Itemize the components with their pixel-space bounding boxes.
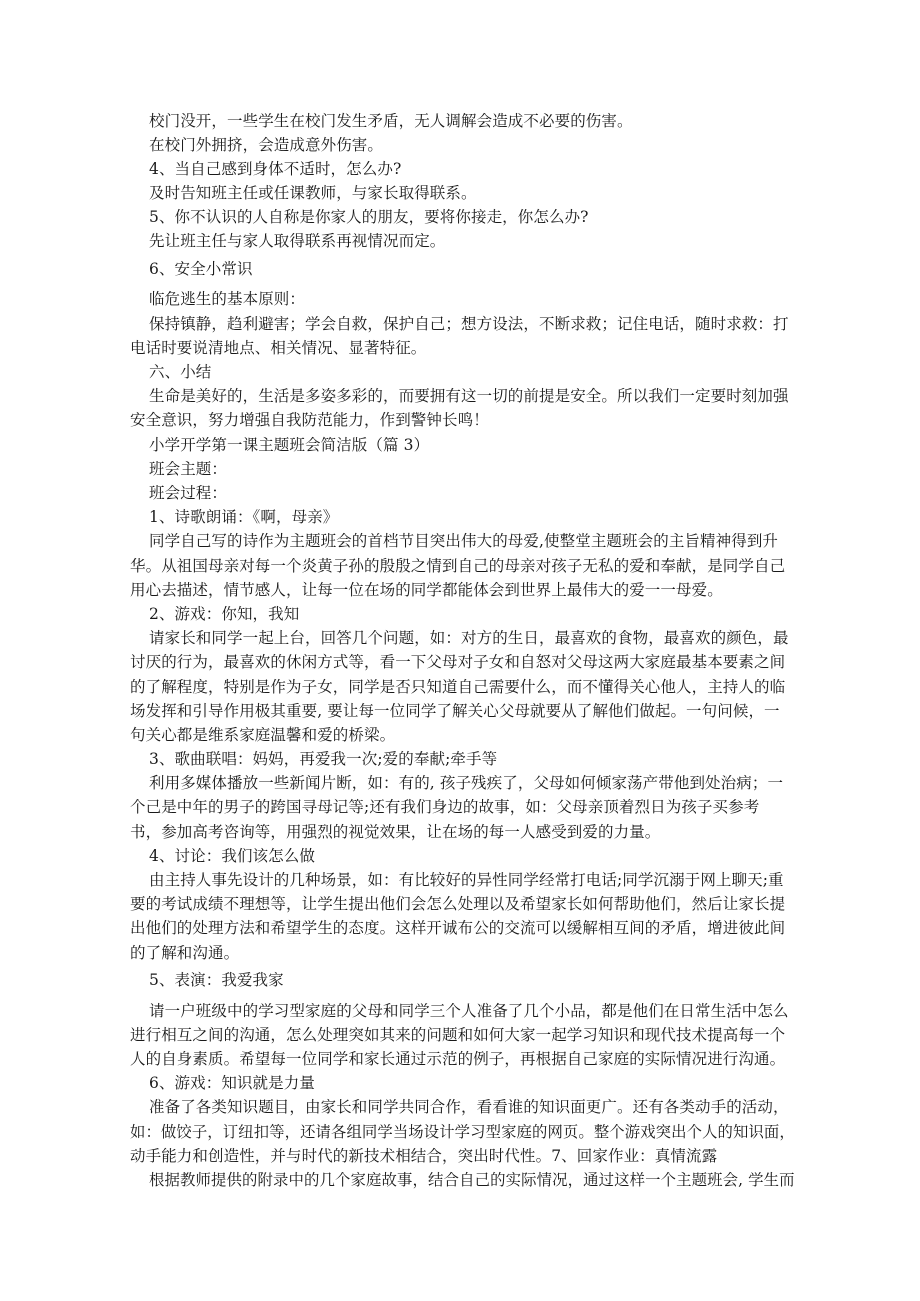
article-title: 小学开学第一课主题班会简洁版（篇 3） — [149, 436, 430, 454]
text-line: 动手能力和创造性，并与时代的新技术相结合，突出时代性。7、回家作业：真情流露 — [130, 1147, 718, 1165]
text-line: 个己是中年的男子的跨国寻母记等;还有我们身边的故事，如：父母亲顶着烈日为孩子买参考 — [130, 798, 760, 816]
text-line: 要的考试成绩不理想等，让学生提出他们会怎么处理以及希望家长如何帮助他们，然后让家长提 — [130, 895, 786, 913]
section-heading: 4、讨论：我们该怎么做 — [149, 847, 315, 865]
text-line: 人的自身素质。希望每一位同学和家长通过示范的例子，再根据自己家庭的实际情况进行沟通。 — [130, 1050, 786, 1068]
text-line: 的了解和沟通。 — [130, 944, 240, 962]
text-line: 班会过程： — [149, 484, 228, 502]
text-line: 同学自己写的诗作为主题班会的首档节目突出伟大的母爱,使整堂主题班会的主旨精神得到升 — [149, 532, 779, 550]
text-line: 进行相互之间的沟通，怎么处理突如其来的问题和如何大家一起学习知识和现代技术提高每一个 — [130, 1026, 786, 1044]
section-heading: 1、诗歌朗诵：《啊，母亲》 — [149, 508, 339, 526]
text-line: 临危逃生的基本原则： — [149, 290, 306, 308]
text-line: 用心去描述，情节感人，让每一位在场的同学都能体会到世界上最伟大的爱一一母爱。 — [130, 581, 723, 599]
text-line: 请家长和同学一起上台，回答几个问题，如：对方的生日，最喜欢的食物，最喜欢的颜色，最 — [149, 629, 789, 647]
text-line: 及时告知班主任或任课教师，与家长取得联系。 — [149, 184, 477, 202]
text-line: 华。从祖国母亲对每一个炎黄子孙的殷殷之情到自己的母亲对孩子无私的爱和奉献，是同学自己 — [130, 557, 786, 575]
text-line: 准备了各类知识题目，由家长和同学共同合作，看看谁的知识面更广。还有各类动手的活动， — [149, 1098, 789, 1116]
text-line: 的了解程度，特别是作为子女，同学是否只知道自己需要什么，而不懂得关心他人，主持人的临 — [130, 678, 786, 696]
text-line: 电话时要说清地点、相关情况、显著特征。 — [130, 339, 427, 357]
text-line: 先让班主任与家人取得联系再视情况而定。 — [149, 232, 446, 250]
section-heading: 5、表演：我爱我家 — [149, 971, 284, 989]
text-line: 句关心都是维系家庭温馨和爱的桥梁。 — [130, 726, 396, 744]
section-heading: 4、当自己感到身体不适时，怎么办? — [149, 160, 402, 178]
text-line: 生命是美好的，生活是多姿多彩的，而要拥有这一切的前提是安全。所以我们一定要时刻加强 — [149, 387, 789, 405]
text-line: 保持镇静，趋利避害；学会自救，保护自己；想方设法，不断求救；记住电话，随时求救：打 — [149, 315, 789, 333]
text-line: 班会主题： — [149, 460, 228, 478]
section-heading: 6、安全小常识 — [149, 260, 253, 278]
text-line: 讨厌的行为，最喜欢的休闲方式等，看一下父母对子女和自怒对父母这两大家庭最基本要素之间 — [130, 653, 786, 671]
text-line: 校门没开，一些学生在校门发生矛盾，无人调解会造成不必要的伤害。 — [149, 112, 633, 130]
section-heading: 5、你不认识的人自称是你家人的朋友，要将你接走，你怎么办? — [149, 208, 589, 226]
section-heading: 3、歌曲联唱：妈妈，再爱我一次;爱的奉献;牵手等 — [149, 750, 498, 768]
section-heading: 2、游戏：你知，我知 — [149, 605, 300, 623]
section-heading: 六、小结 — [149, 363, 212, 381]
text-line: 利用多媒体播放一些新闻片断，如：有的, 孩子残疾了，父母如何倾家荡产带他到处治病；一 — [149, 774, 784, 792]
text-line: 安全意识，努力增强自我防范能力，作到警钟长鸣！ — [130, 411, 489, 429]
text-line: 场发挥和引导作用极其重要, 要让每一位同学了解关心父母就要从了解他们做起。一句问候，一 — [130, 702, 780, 720]
text-line: 如：做饺子，订纽扣等，还请各组同学当场设计学习型家庭的网页。整个游戏突出个人的知识面， — [130, 1123, 795, 1141]
text-line: 由主持人事先设计的几种场景，如：有比较好的异性同学经常打电话;同学沉溺于网上聊天;重 — [149, 871, 784, 889]
text-line: 请一户班级中的学习型家庭的父母和同学三个人准备了几个小品，都是他们在日常生活中怎么 — [149, 1002, 789, 1020]
text-line: 在校门外拥挤，会造成意外伤害。 — [149, 136, 384, 154]
text-line: 根据教师提供的附录中的几个家庭故事，结合自己的实际情况，通过这样一个主题班会, 学生而 — [149, 1171, 795, 1189]
text-line: 出他们的处理方法和希望学生的态度。这样开诚布公的交流可以缓解相互间的矛盾，增进彼此间 — [130, 919, 786, 937]
section-heading: 6、游戏：知识就是力量 — [149, 1074, 315, 1092]
text-line: 书，参加高考咨询等，用强烈的视觉效果，让在场的每一人感受到爱的力量。 — [130, 823, 661, 841]
